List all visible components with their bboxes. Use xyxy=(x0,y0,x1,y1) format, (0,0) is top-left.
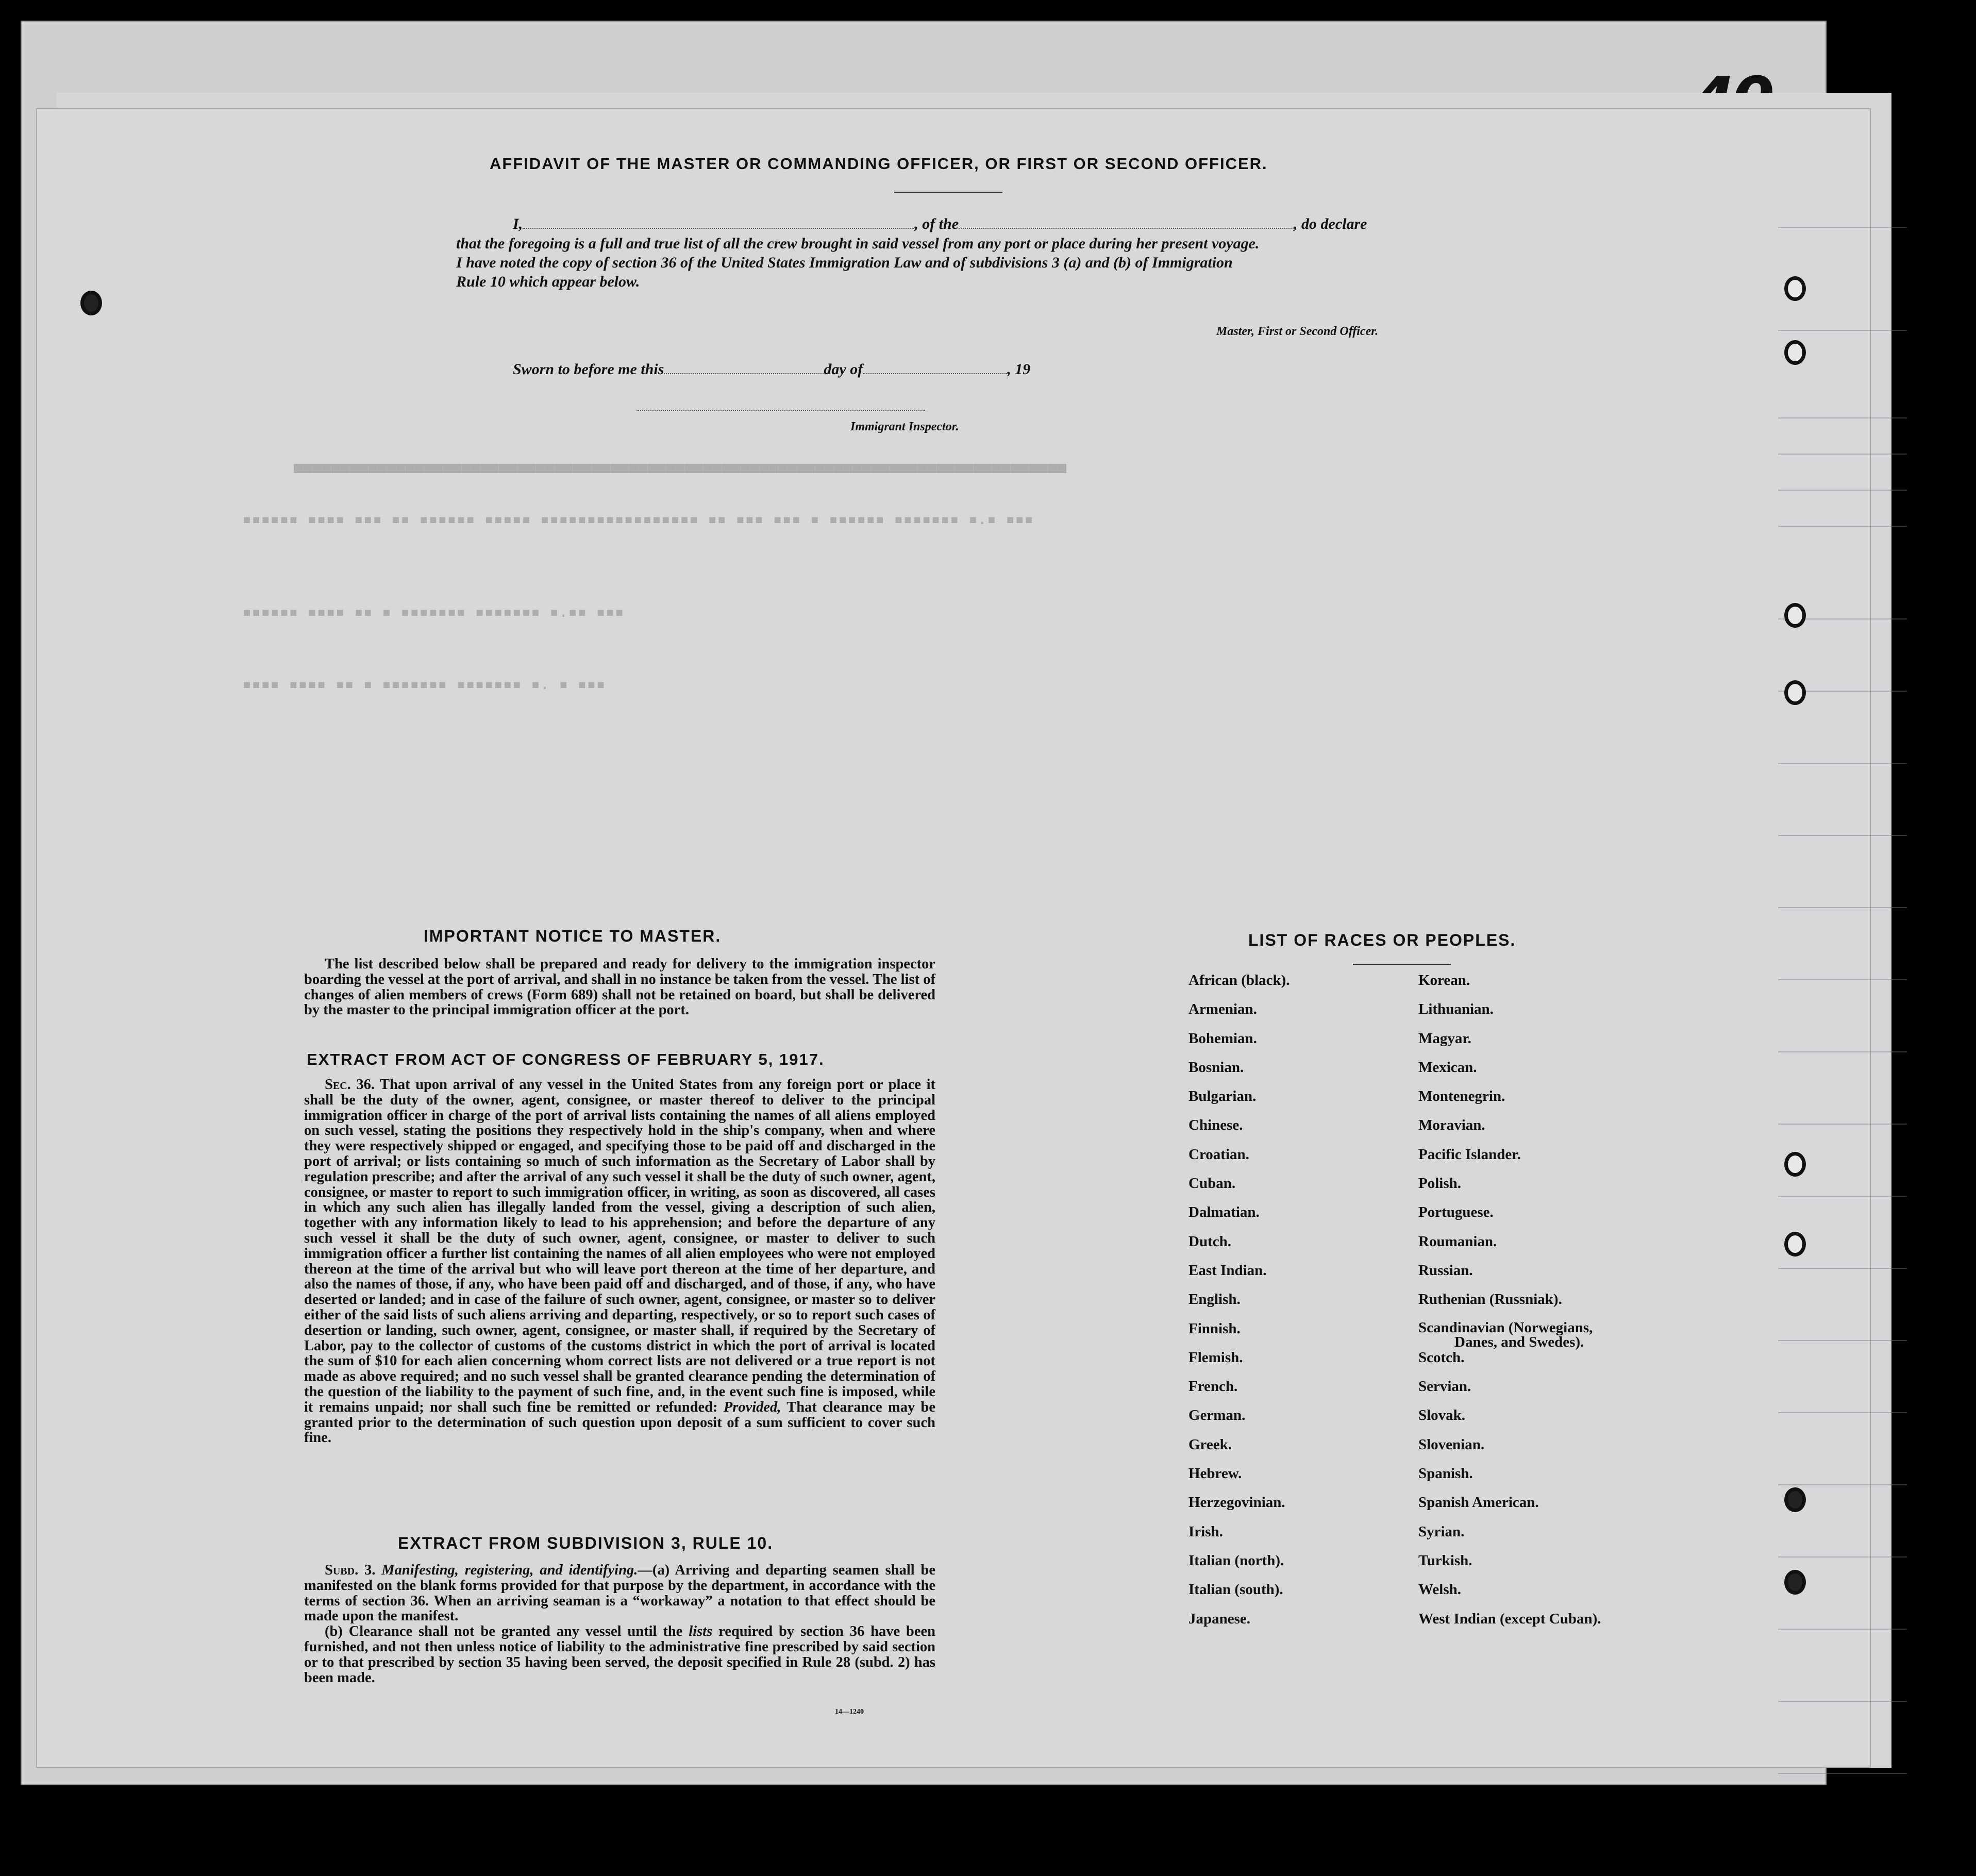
affidavit-line4: Rule 10 which appear below. xyxy=(456,273,640,290)
punch-hole xyxy=(1784,1232,1806,1257)
race-item: Russian. xyxy=(1418,1262,1473,1279)
race-item: Dutch. xyxy=(1188,1233,1231,1250)
race-item: Welsh. xyxy=(1418,1581,1461,1598)
race-item: African (black). xyxy=(1188,972,1290,989)
race-item: Italian (south). xyxy=(1188,1581,1283,1598)
act-body xyxy=(304,1077,935,1446)
race-item: Scandinavian (Norwegians, xyxy=(1418,1319,1593,1336)
punch-hole xyxy=(1784,680,1806,705)
race-item: Finnish. xyxy=(1188,1320,1241,1337)
race-item: Bulgarian. xyxy=(1188,1088,1257,1105)
rule-b-lists: lists xyxy=(689,1623,713,1640)
date-field xyxy=(664,373,824,374)
act-title: EXTRACT FROM ACT OF CONGRESS OF FEBRUARY 5, 1917. xyxy=(307,1050,825,1068)
race-item: Turkish. xyxy=(1418,1552,1472,1569)
race-item: Ruthenian (Russniak). xyxy=(1418,1291,1562,1308)
race-item: Montenegrin. xyxy=(1418,1088,1505,1105)
races-title-underline xyxy=(1353,964,1451,965)
race-item: Irish. xyxy=(1188,1523,1223,1540)
race-item: Armenian. xyxy=(1188,1001,1257,1018)
sworn-label: Sworn to before me this xyxy=(513,361,664,378)
race-item: Flemish. xyxy=(1188,1349,1243,1366)
race-item: Spanish American. xyxy=(1418,1494,1539,1511)
punch-hole xyxy=(1784,603,1806,628)
race-item: Italian (north). xyxy=(1188,1552,1284,1569)
race-item: Cuban. xyxy=(1188,1175,1236,1192)
notice-body xyxy=(304,957,935,1018)
race-item: French. xyxy=(1188,1378,1238,1395)
act-text-end: That clearance may be granted prior to the determination of such question upon deposit of a sum sufficient to cover such fine. xyxy=(304,1399,936,1446)
inspector-label: Immigrant Inspector. xyxy=(850,420,959,433)
day-of-label: day of xyxy=(824,361,863,378)
bleed-through: ▪▪▪▪ ▪▪▪▪ ▪▪ ▪ ▪▪▪▪▪▪▪ ▪▪▪▪▪▪▪ ▪. ▪ ▪▪▪ xyxy=(242,675,606,693)
punch-hole xyxy=(1784,1487,1806,1512)
race-item: Japanese. xyxy=(1188,1610,1251,1627)
act-paragraph xyxy=(304,1077,935,1446)
race-item: Dalmatian. xyxy=(1188,1204,1260,1221)
race-item-continued: Danes, and Swedes). xyxy=(1454,1333,1584,1350)
punch-hole xyxy=(1784,340,1806,365)
act-text: That upon arrival of any vessel in the United States from any foreign port or place it shall be the duty of the owner, agent, consignee, or master thereof to deliver to the principal immigration officer in charge of the port of arrival lists containing the names of all aliens employed on such vessel, stating the positions they respectively hold in the ship's company, when and where they were respectively shipped or engaged, and specifying those to be paid off and discharged in the port of arrival; or lists containing so much of such information as the Secretary of Labor shall by regulation prescribe; and after the arrival of any such vessel it shall be the duty of such owner, agent, consignee, or master to report to such immigration officer, in writing, as soon as discovered, all cases in which any such alien has illegally landed from the vessel, giving a description of such alien, together with any information likely to lead to his apprehension; and before the departure of any such vessel it shall be the duty of such owner, agent, consignee, or master to deliver to such immigration officer a further list containing the names of all alien employees who were not employed thereon at the time of the arrival but who will leave port thereon at the time of her departure, and also the names of those, if any, who have been paid off and discharged, and of those, if any, who have deserted or landed; and in case of the failure of such owner, agent, consignee, or master so to deliver either of the said lists of such aliens arriving and departing, respectively, or so to report such cases of desertion or landing, such owner, agent, consignee, or master shall, if required by the Secretary of Labor, pay to the collector of customs of the customs district in which the port of arrival is located the sum of $10 for each alien concerning whom correct lists are not delivered or a true report is not made as above required; and no such vessel shall be granted clearance pending the determination of the question of the liability to the payment of such fine, and, in the event such fine is imposed, while it remains unpaid; nor shall such fine be remitted or refunded: xyxy=(304,1077,935,1415)
bleed-through: ■■■■■■■■■■■■■■■■■■■■■■■■■■■■■■■■■■■■■■■■■■■■■■■■■■■■■■■■■■■■■■■■■■■■■■■■■■■■■■■■■■■ xyxy=(294,459,1067,477)
name-field xyxy=(523,228,914,229)
race-item: Polish. xyxy=(1418,1175,1461,1192)
race-item: Pacific Islander. xyxy=(1418,1146,1521,1163)
master-signature-label: Master, First or Second Officer. xyxy=(1216,325,1379,338)
bleed-through: ▪▪▪▪▪▪ ▪▪▪▪ ▪▪▪ ▪▪ ▪▪▪▪▪▪ ▪▪▪▪▪ ▪▪▪▪▪▪▪▪▪▪▪▪▪▪▪▪▪ ▪▪ ▪▪▪ ▪▪▪ ▪ ▪▪▪▪▪▪ ▪▪▪▪▪▪▪ ▪.▪ ▪▪▪ xyxy=(242,510,1034,528)
race-item: Servian. xyxy=(1418,1378,1471,1395)
race-item: Greek. xyxy=(1188,1436,1232,1453)
race-item: Korean. xyxy=(1418,972,1470,989)
race-item: Slovenian. xyxy=(1418,1436,1485,1453)
races-column-1 xyxy=(1188,972,1290,1639)
race-item: Scotch. xyxy=(1418,1349,1465,1366)
vessel-field xyxy=(959,228,1294,229)
underlying-sheet-edge xyxy=(1778,216,1907,1876)
rule-subd: Subd. 3. xyxy=(325,1562,376,1578)
rule-paragraph-b xyxy=(304,1624,935,1685)
race-item: Bohemian. xyxy=(1188,1030,1257,1047)
rule-b-label: (b) Clearance shall not be granted any vessel until the xyxy=(325,1623,683,1640)
punch-hole xyxy=(1784,1570,1806,1595)
rule-heading: Manifesting, registering, and identifying. xyxy=(381,1562,638,1578)
form-number: 14—1240 xyxy=(835,1708,864,1716)
rule-body xyxy=(304,1563,935,1685)
rule-paragraph-a xyxy=(304,1563,935,1624)
race-item: Lithuanian. xyxy=(1418,1001,1494,1018)
race-item: Bosnian. xyxy=(1188,1059,1244,1076)
document-page xyxy=(36,108,1871,1768)
affidavit-line2: that the foregoing is a full and true list of all the crew brought in said vessel from any port or place during her present voyage. xyxy=(456,235,1260,252)
title-underline xyxy=(894,192,1002,193)
inspector-signature-line xyxy=(637,410,925,411)
race-item: Croatian. xyxy=(1188,1146,1249,1163)
race-item: English. xyxy=(1188,1291,1241,1308)
rule-a-text: —(a) Arriving and departing seamen shall be manifested on the blank forms provided for that purpose by the department, in accordance with the terms of section 36. When an arriving seaman is a “workaway” a notation to that effect should be made upon the manifest. xyxy=(304,1562,935,1624)
race-item: West Indian (except Cuban). xyxy=(1418,1610,1601,1627)
race-item: Slovak. xyxy=(1418,1407,1466,1424)
race-item: Herzegovinian. xyxy=(1188,1494,1285,1511)
affidavit-line3: I have noted the copy of section 36 of the United States Immigration Law and of subdivisions 3 (a) and (b) of Immigration xyxy=(456,254,1233,271)
race-item: Chinese. xyxy=(1188,1117,1243,1134)
year-label: , 19 xyxy=(1007,361,1031,378)
sworn-line xyxy=(513,361,1030,378)
affidavit-of-the: , of the xyxy=(914,215,959,232)
act-section: Sec. 36. xyxy=(325,1077,375,1093)
races-column-2 xyxy=(1418,972,1601,1639)
race-item: Magyar. xyxy=(1418,1030,1471,1047)
race-item: Roumanian. xyxy=(1418,1233,1497,1250)
race-item: German. xyxy=(1188,1407,1246,1424)
race-item: Syrian. xyxy=(1418,1523,1465,1540)
rule-b-text: required by section 36 have been furnished, and not then unless notice of liability to the administrative fine prescribed by said section or to that prescribed by section 35 having been served, the deposit specified in Rule 28 (subd. 2) has been made. xyxy=(304,1623,936,1686)
race-item: Moravian. xyxy=(1418,1117,1485,1134)
race-item-scandinavian xyxy=(1418,1320,1601,1349)
month-field xyxy=(863,373,1007,374)
race-item: Spanish. xyxy=(1418,1465,1473,1482)
act-provided: Provided, xyxy=(723,1399,781,1415)
races-title: LIST OF RACES OR PEOPLES. xyxy=(1248,931,1516,949)
affidavit-title: AFFIDAVIT OF THE MASTER OR COMMANDING OFFICER, OR FIRST OR SECOND OFFICER. xyxy=(490,155,1268,173)
punch-hole xyxy=(80,291,102,315)
punch-hole xyxy=(1784,276,1806,301)
affidavit-declare: , do declare xyxy=(1294,215,1367,232)
affidavit-i-label: I, xyxy=(513,215,523,232)
affidavit-line1 xyxy=(513,215,1367,233)
race-item: East Indian. xyxy=(1188,1262,1267,1279)
punch-hole xyxy=(1784,1152,1806,1177)
race-item: Portuguese. xyxy=(1418,1204,1494,1221)
notice-title: IMPORTANT NOTICE TO MASTER. xyxy=(424,927,722,945)
bleed-through: ▪▪▪▪▪▪ ▪▪▪▪ ▪▪ ▪ ▪▪▪▪▪▪▪ ▪▪▪▪▪▪▪ ▪.▪▪ ▪▪▪ xyxy=(242,603,624,621)
race-item: Hebrew. xyxy=(1188,1465,1242,1482)
rule-title: EXTRACT FROM SUBDIVISION 3, RULE 10. xyxy=(398,1534,774,1552)
race-item: Mexican. xyxy=(1418,1059,1477,1076)
notice-text: The list described below shall be prepared and ready for delivery to the immigration inspector boarding the vessel at the port of arrival, and shall in no instance be taken from the vessel. The list of changes of alien members of crews (Form 689) shall not be retained on board, but shall be delivered by the master to the principal immigration officer at the port. xyxy=(304,956,935,1018)
